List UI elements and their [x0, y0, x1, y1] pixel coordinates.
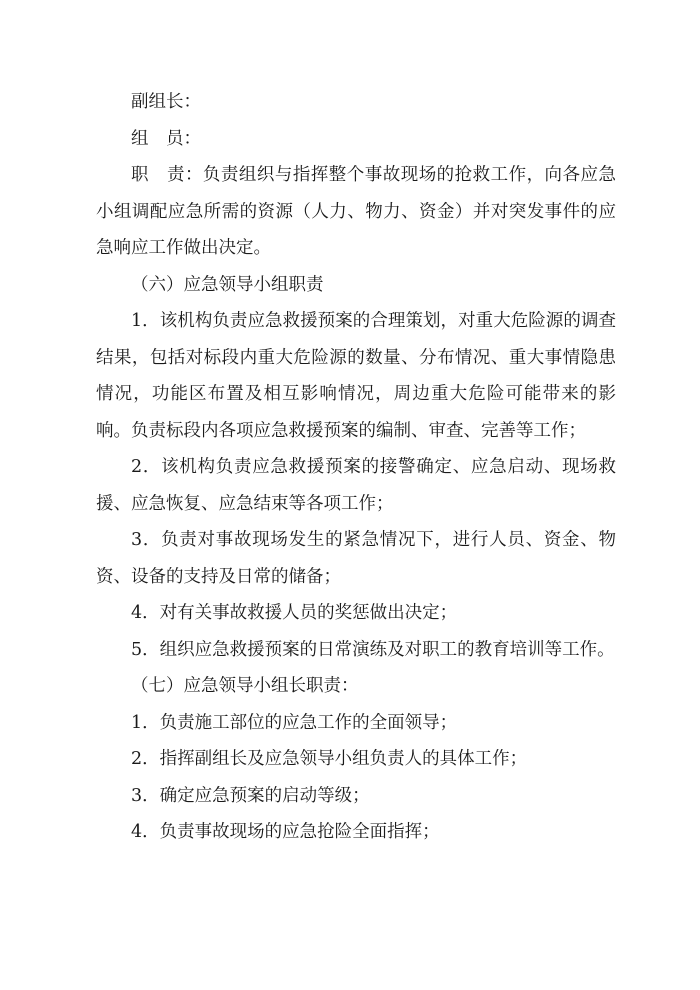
section-six-item-3: 3．负责对事故现场发生的紧急情况下，进行人员、资金、物资、设备的支持及日常的储备； — [96, 530, 616, 587]
section-seven-heading: （七）应急领导小组长职责： — [131, 676, 359, 696]
section-seven-item-2: 2．指挥副组长及应急领导小组负责人的具体工作； — [131, 749, 528, 769]
section-six-item-5: 5．组织应急救援预案的日常演练及对职工的教育培训等工作。 — [131, 639, 615, 660]
section-six-heading: （六）应急领导小组职责 — [131, 274, 324, 295]
duties-paragraph: 职 责：负责组织与指挥整个事故现场的抢救工作，向各应急小组调配应急所需的资源（人力、物力、资金）并对突发事件的应急响应工作做出决定。 — [96, 165, 616, 258]
section-six-item-4: 4．对有关事故救援人员的奖惩做出决定； — [131, 603, 458, 623]
section-seven-item-4: 4．负责事故现场的应急抢险全面指挥； — [131, 822, 440, 842]
section-seven-item-3: 3．确定应急预案的启动等级； — [131, 785, 370, 806]
section-six-item-1: 1．该机构负责应急救援预案的合理策划，对重大危险源的调查结果，包括对标段内重大危险源的数量、分布情况、重大事情隐患情况，功能区布置及相互影响情况，周边重大危险可能带来的影响。负责标段内各项应急救援预案的编制、审查、完善等工作； — [96, 311, 616, 441]
members-line: 组 员： — [131, 128, 201, 149]
section-seven-item-1: 1．负责施工部位的应急工作的全面领导； — [131, 712, 458, 733]
deputy-leader-line: 副组长： — [131, 92, 201, 112]
document-body — [96, 84, 616, 851]
section-six-item-2: 2．该机构负责应急救援预案的接警确定、应急启动、现场救援、应急恢复、应急结束等各项工作； — [96, 457, 616, 514]
